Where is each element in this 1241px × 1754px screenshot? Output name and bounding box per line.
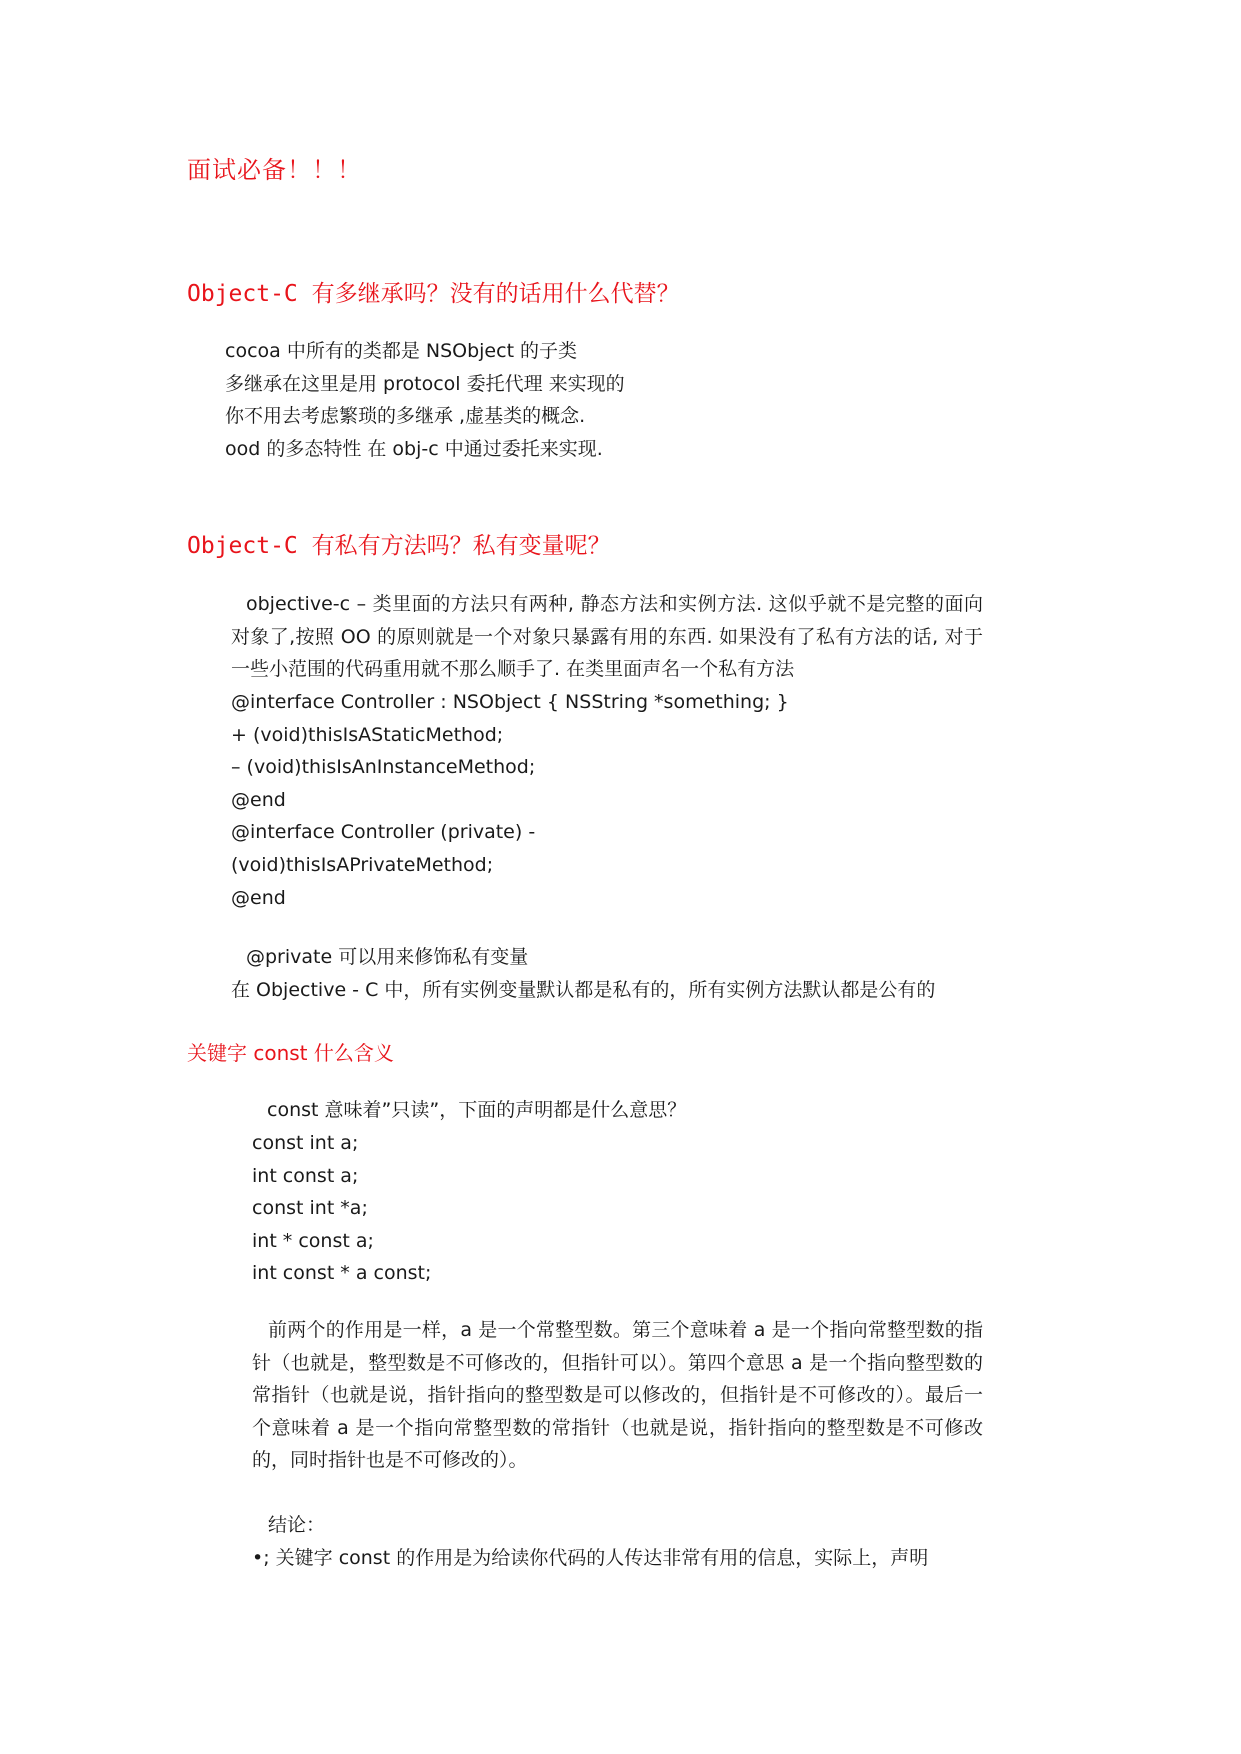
code-line: const int *a; — [252, 1197, 368, 1220]
answer-line: 多继承在这里是用 protocol 委托代理 来实现的 — [225, 372, 625, 395]
conclusion-label — [268, 1509, 325, 1542]
conclusion-line — [252, 1542, 928, 1575]
const-code-block — [252, 1127, 431, 1290]
page-title: 面试必备！！！ — [187, 156, 362, 184]
conclusion-label-text: 结论： — [268, 1514, 326, 1536]
section-heading-private: Object-C 有私有方法吗？私有变量呢？ — [187, 533, 611, 559]
section-heading-const: 关键字 const 什么含义 — [187, 1041, 394, 1065]
code-line: – (void)thisIsAnInstanceMethod; — [231, 756, 536, 779]
conclusion-text: •; 关键字 const 的作用是为给读你代码的人传达非常有用的信息，实际上，声明 — [252, 1547, 929, 1569]
code-line: + (void)thisIsAStaticMethod; — [231, 723, 504, 746]
answer-line: cocoa 中所有的类都是 NSObject 的子类 — [225, 340, 578, 362]
code-line: const int a; — [252, 1132, 359, 1154]
private-note — [246, 941, 528, 974]
default-note — [231, 974, 935, 1007]
answer-line: ood 的多态特性 在 obj-c 中通过委托来实现. — [225, 437, 603, 460]
code-line: @end — [231, 788, 286, 811]
private-note-text: @private 可以用来修饰私有变量 — [246, 946, 529, 968]
code-line: int * const a; — [252, 1229, 374, 1252]
code-line: @interface Controller : NSObject { NSString *something; } — [231, 691, 789, 713]
const-explanation: 前两个的作用是一样，a 是一个常整型数。第三个意味着 a 是一个指向常整型数的指针（也就是，整型数是不可修改的，但指针可以）。第四个意思 a 是一个指向整型数的常指针（也就是说，指针指向的整型数是可以修改的，但指针是不可修改的）。最后一个意味着 a 是一个指向常整型数的常指针（也就是说，指针指向的整型数是不可修改的，同时指针也是不可修改的）。 — [252, 1319, 983, 1472]
inheritance-answer — [225, 335, 625, 465]
answer-line: 你不用去考虑繁琐的多继承 ,虚基类的概念. — [225, 405, 586, 428]
private-code-block — [231, 686, 789, 914]
default-note-text: 在 Objective - C 中，所有实例变量默认都是私有的，所有实例方法默认都是公有的 — [231, 979, 936, 1001]
code-line: int const * a const; — [252, 1262, 432, 1285]
code-line: int const a; — [252, 1164, 359, 1187]
code-line: @interface Controller (private) - — [231, 821, 536, 844]
const-intro-text: const 意味着”只读”，下面的声明都是什么意思？ — [267, 1099, 687, 1121]
section-heading-inheritance: Object-C 有多继承吗？没有的话用什么代替？ — [187, 281, 680, 307]
const-intro — [267, 1094, 686, 1127]
code-line: (void)thisIsAPrivateMethod; — [231, 853, 494, 876]
private-paragraph: objective-c – 类里面的方法只有两种, 静态方法和实例方法. 这似乎就不是完整的面向对象了,按照 OO 的原则就是一个对象只暴露有用的东西. 如果没有了私有方法的话, 对于一些小范围的代码重用就不那么顺手了. 在类里面声名一个私有方法 — [231, 593, 983, 681]
code-line: @end — [231, 886, 286, 909]
